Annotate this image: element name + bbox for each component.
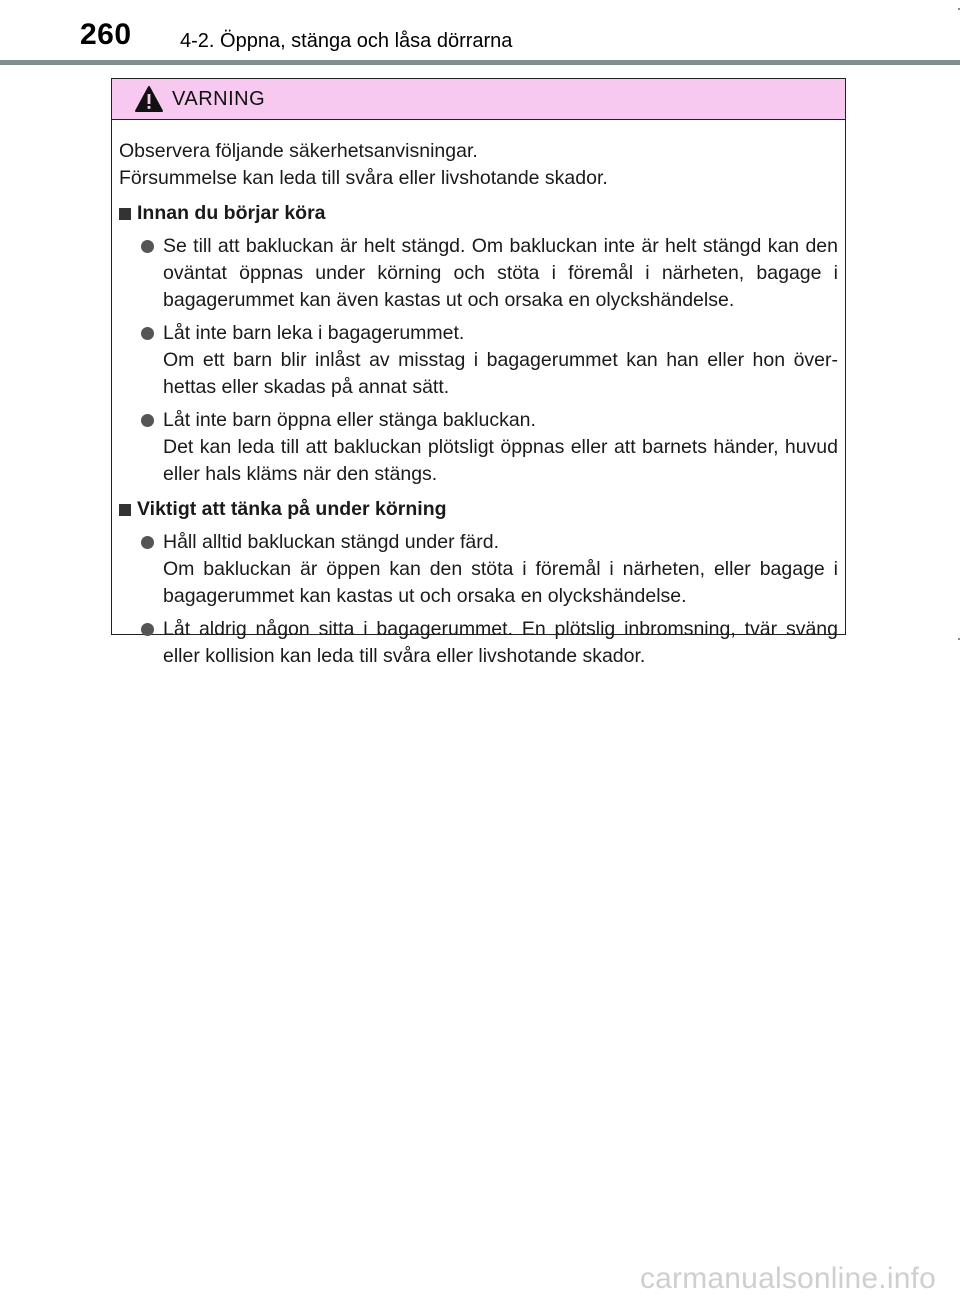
list-item-text: Se till att bakluckan är helt stängd. Om bakluckan inte är helt stängd kan den oväntat öppnas under körning och stöta i föremål i närheten, bagage i bagagerummet kan även kastas ut och orsaka en olyckshändelse. <box>163 235 838 311</box>
list-item-text: Låt aldrig någon sitta i bagagerummet. En plötslig inbromsning, tvär sväng eller kollision kan leda till svåra eller livshotande skador. <box>163 618 838 667</box>
section-title: 4-2. Öppna, stänga och låsa dörrarna <box>180 30 513 52</box>
section-heading <box>119 496 838 523</box>
section-heading <box>119 200 838 227</box>
list-item-text: Om ett barn blir inlåst av misstag i bagagerummet kan han eller hon över-hettas eller skadas på annat sätt. <box>163 349 838 398</box>
list-item <box>119 616 838 670</box>
page-number: 260 <box>80 18 132 51</box>
warning-header <box>112 79 845 120</box>
list-item-text: Låt inte barn öppna eller stänga bakluckan. <box>163 409 536 431</box>
list-item-text: Det kan leda till att bakluckan plötsligt öppnas eller att barnets händer, huvud eller hals kläms när den stängs. <box>163 436 838 485</box>
circle-bullet-icon <box>141 240 154 253</box>
circle-bullet-icon <box>141 327 154 340</box>
list-item <box>119 320 838 401</box>
list-item-text: Håll alltid bakluckan stängd under färd. <box>163 531 500 553</box>
intro-line: Observera följande säkerhetsanvisningar. <box>119 140 478 162</box>
warning-intro <box>119 138 838 192</box>
list-item <box>119 407 838 488</box>
header-rule <box>0 60 960 65</box>
square-bullet-icon <box>119 504 131 516</box>
list-item-text: Låt inte barn leka i bagagerummet. <box>163 322 465 344</box>
list-item <box>119 233 838 314</box>
warning-body <box>112 120 845 670</box>
intro-line: Försummelse kan leda till svåra eller livshotande skador. <box>119 167 608 189</box>
warning-label: VARNING <box>172 88 266 110</box>
list-item-text: Om bakluckan är öppen kan den stöta i föremål i närheten, eller bagage i bagagerummet kan kastas ut och orsaka en olyckshändelse. <box>163 558 838 607</box>
warning-box <box>111 78 846 667</box>
warning-triangle-icon <box>134 85 164 118</box>
section-heading-text: Viktigt att tänka på under körning <box>137 498 447 520</box>
circle-bullet-icon <box>141 536 154 549</box>
circle-bullet-icon <box>141 623 154 636</box>
list-item <box>119 529 838 610</box>
section-heading-text: Innan du börjar köra <box>137 202 326 224</box>
circle-bullet-icon <box>141 414 154 427</box>
square-bullet-icon <box>119 208 131 220</box>
watermark: carmanualsonline.info <box>639 1262 936 1295</box>
